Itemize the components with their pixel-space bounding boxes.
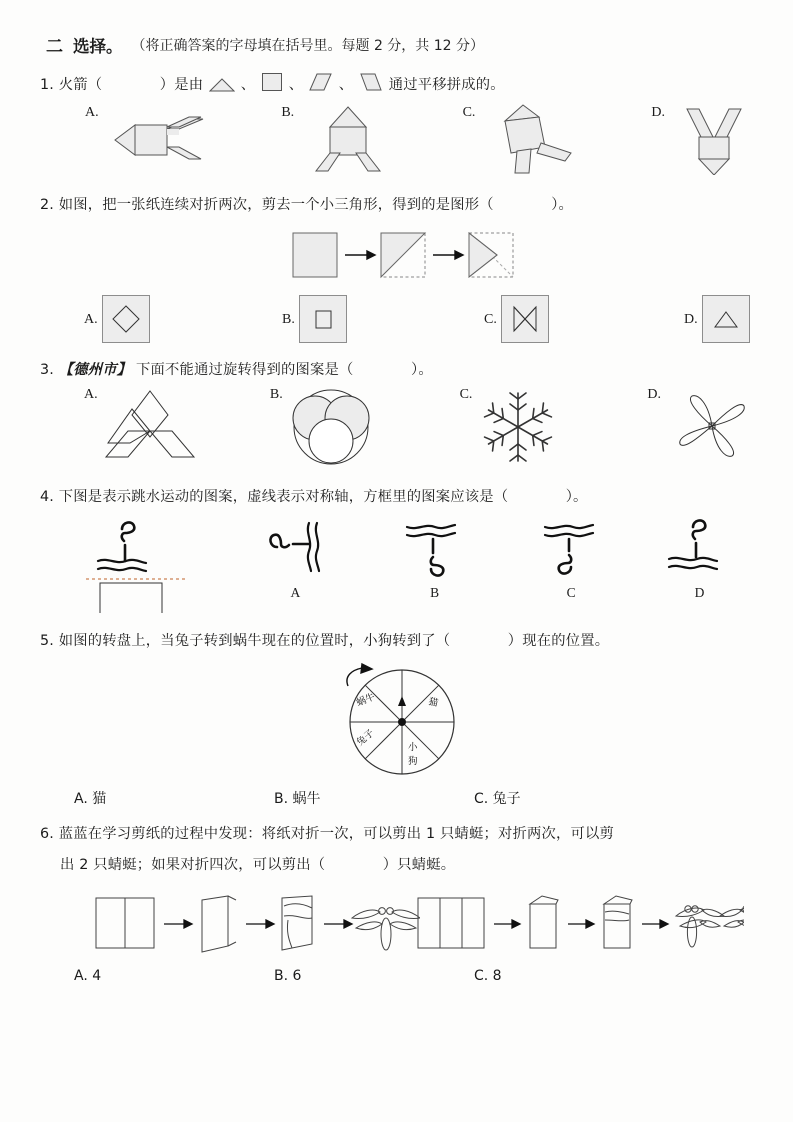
q2-option-b-label: B. [282,311,295,327]
q2-option-d-label: D. [684,311,698,327]
q3-option-a[interactable] [84,385,270,471]
circles-cluster-figure [287,385,375,471]
q1-option-a[interactable] [40,103,281,179]
question-6-line1 [40,824,759,845]
q6-option-a[interactable]: A. 4 [74,968,102,985]
q3-city-tag: 【德州市】 [58,361,132,378]
triangle-icon [209,77,235,99]
q5-text: 如图的转盘上，当兔子转到蜗牛现在的位置时，小狗转到了（ [58,632,451,649]
q3-option-c[interactable] [460,385,648,471]
q2-option-c-label: C. [484,311,497,327]
q4-option-c[interactable] [502,517,639,601]
bowtie-hole-figure [501,295,549,343]
question-4 [40,487,759,616]
q3-text: 下面不能通过旋转得到的图案是（ [136,361,354,378]
q1-sep-1: 、 [240,77,256,93]
q2-option-b[interactable] [282,295,484,343]
q6-index: 6. [40,826,55,843]
q3-option-a-label: A. [84,387,98,403]
q1-text-after: 通过平移拼成的。 [388,77,505,93]
question-2-diagram [40,227,759,285]
triangle-hole-figure [702,295,750,343]
q4-option-a-label: A [290,584,301,600]
q1-option-d[interactable] [651,103,759,179]
question-3-options [40,385,759,471]
diver-same-figure [657,517,741,579]
q4-index: 4. [40,489,55,506]
q2-option-a[interactable] [84,295,282,343]
pinwheel-figure [665,385,759,471]
q1-text-mid: ）是由 [159,77,204,93]
question-5-spinner [40,660,759,782]
question-1 [40,72,759,179]
q3-option-d[interactable] [647,385,759,471]
q1-sep-3: 、 [338,77,354,93]
q5-option-a[interactable]: A. 猫 [74,791,107,808]
q4-text-tail: ）。 [565,489,588,506]
section-number: 二 [46,37,64,57]
q6-line1: 蓝蓝在学习剪纸的过程中发现：将纸对折一次，可以剪出 1 只蜻蜓；对折两次，可以剪 [58,826,614,843]
q4-prompt [70,517,224,617]
q4-option-d-label: D [694,584,705,600]
q6-line2-b: ）只蜻蜓。 [382,856,456,873]
spinner-label-cat: 猫 [426,696,439,710]
diver-mirror-figure [529,517,613,579]
q4-option-c-label: C [566,584,576,600]
q3-index: 3. [40,361,55,378]
q1-option-d-label: D. [651,105,665,121]
q5-text-tail: ）现在的位置。 [507,632,610,649]
diamond-hole-figure [102,295,150,343]
diver-flip-vertical-figure [393,517,477,579]
question-6-options [40,968,759,984]
q6-option-c[interactable]: C. 8 [474,968,502,985]
question-3 [40,360,759,471]
question-1-options [40,103,759,179]
diver-above-axis-with-box [70,517,210,613]
spinner-label-rabbit: 兔子 [354,727,376,749]
spinner-label-snail: 蜗牛 [354,691,377,709]
rocket-up-figure [298,103,398,179]
q1-option-b[interactable] [281,103,462,179]
question-6 [40,824,759,984]
question-3-text [40,360,759,381]
q4-text: 下图是表示跳水运动的图案，虚线表示对称轴，方框里的图案应该是（ [58,489,509,506]
square-hole-figure [299,295,347,343]
question-5-text [40,631,759,652]
q3-text-tail: ）。 [410,361,433,378]
q5-option-c[interactable]: C. 兔子 [474,791,521,808]
question-6-diagram [40,890,759,956]
question-2-options [40,295,759,343]
q6-option-b[interactable]: B. 6 [274,968,302,985]
fold-cut-diagram [275,227,525,285]
spinner-label-dog2: 狗 [407,756,418,768]
question-4-options [40,517,759,617]
section-header [46,32,759,57]
parallelogram-right-icon [309,72,333,99]
q2-option-a-label: A. [84,311,98,327]
spinner-label-dog: 小 [407,742,418,754]
square-icon [261,72,283,99]
question-1-text [40,72,759,99]
question-4-text [40,487,759,508]
parallelogram-left-icon [359,72,383,99]
question-5-options [40,788,759,808]
q5-index: 5. [40,632,55,649]
q3-option-b[interactable] [270,385,460,471]
q2-index: 2. [40,197,55,214]
dragonfly-row-1 [90,890,420,956]
three-rhombi-figure [102,385,198,471]
q2-text-tail: ）。 [551,197,574,214]
rocket-left-figure [103,103,211,179]
q1-option-b-label: B. [281,105,295,121]
question-2 [40,195,759,342]
rocket-tilted-figure [479,103,589,179]
q2-option-d[interactable] [684,295,750,343]
question-5 [40,631,759,808]
rocket-down-figure [669,103,759,179]
q6-line2-a: 出 2 只蜻蜓；如果对折四次，可以剪出（ [60,856,326,873]
q4-option-d[interactable] [640,517,759,601]
q1-option-c[interactable] [463,103,652,179]
q5-option-b[interactable]: B. 蜗牛 [274,791,321,808]
q2-option-c[interactable] [484,295,684,343]
snowflake-figure [476,385,560,471]
q2-text: 如图，把一张纸连续对折两次，剪去一个小三角形，得到的是图形（ [58,197,494,214]
question-2-text [40,195,759,216]
q1-sep-2: 、 [288,77,304,93]
q4-option-b[interactable] [367,517,503,601]
q1-index: 1. [40,77,55,93]
q1-option-c-label: C. [462,105,476,121]
q4-option-a[interactable] [224,517,367,601]
q1-text-before: 火箭（ [58,77,103,93]
question-6-line2 [40,855,759,876]
q3-option-c-label: C. [459,387,473,403]
q4-option-b-label: B [430,584,440,600]
spinner-wheel [330,660,470,782]
q3-option-d-label: D. [647,387,661,403]
dragonfly-row-2 [414,890,744,956]
diver-rot-left-figure [253,517,337,579]
section-description: （将正确答案的字母填在括号里。每题 2 分，共 12 分） [131,37,485,54]
q1-option-a-label: A. [85,105,99,121]
section-title: 选择。 [73,36,123,56]
q3-option-b-label: B. [269,387,283,403]
